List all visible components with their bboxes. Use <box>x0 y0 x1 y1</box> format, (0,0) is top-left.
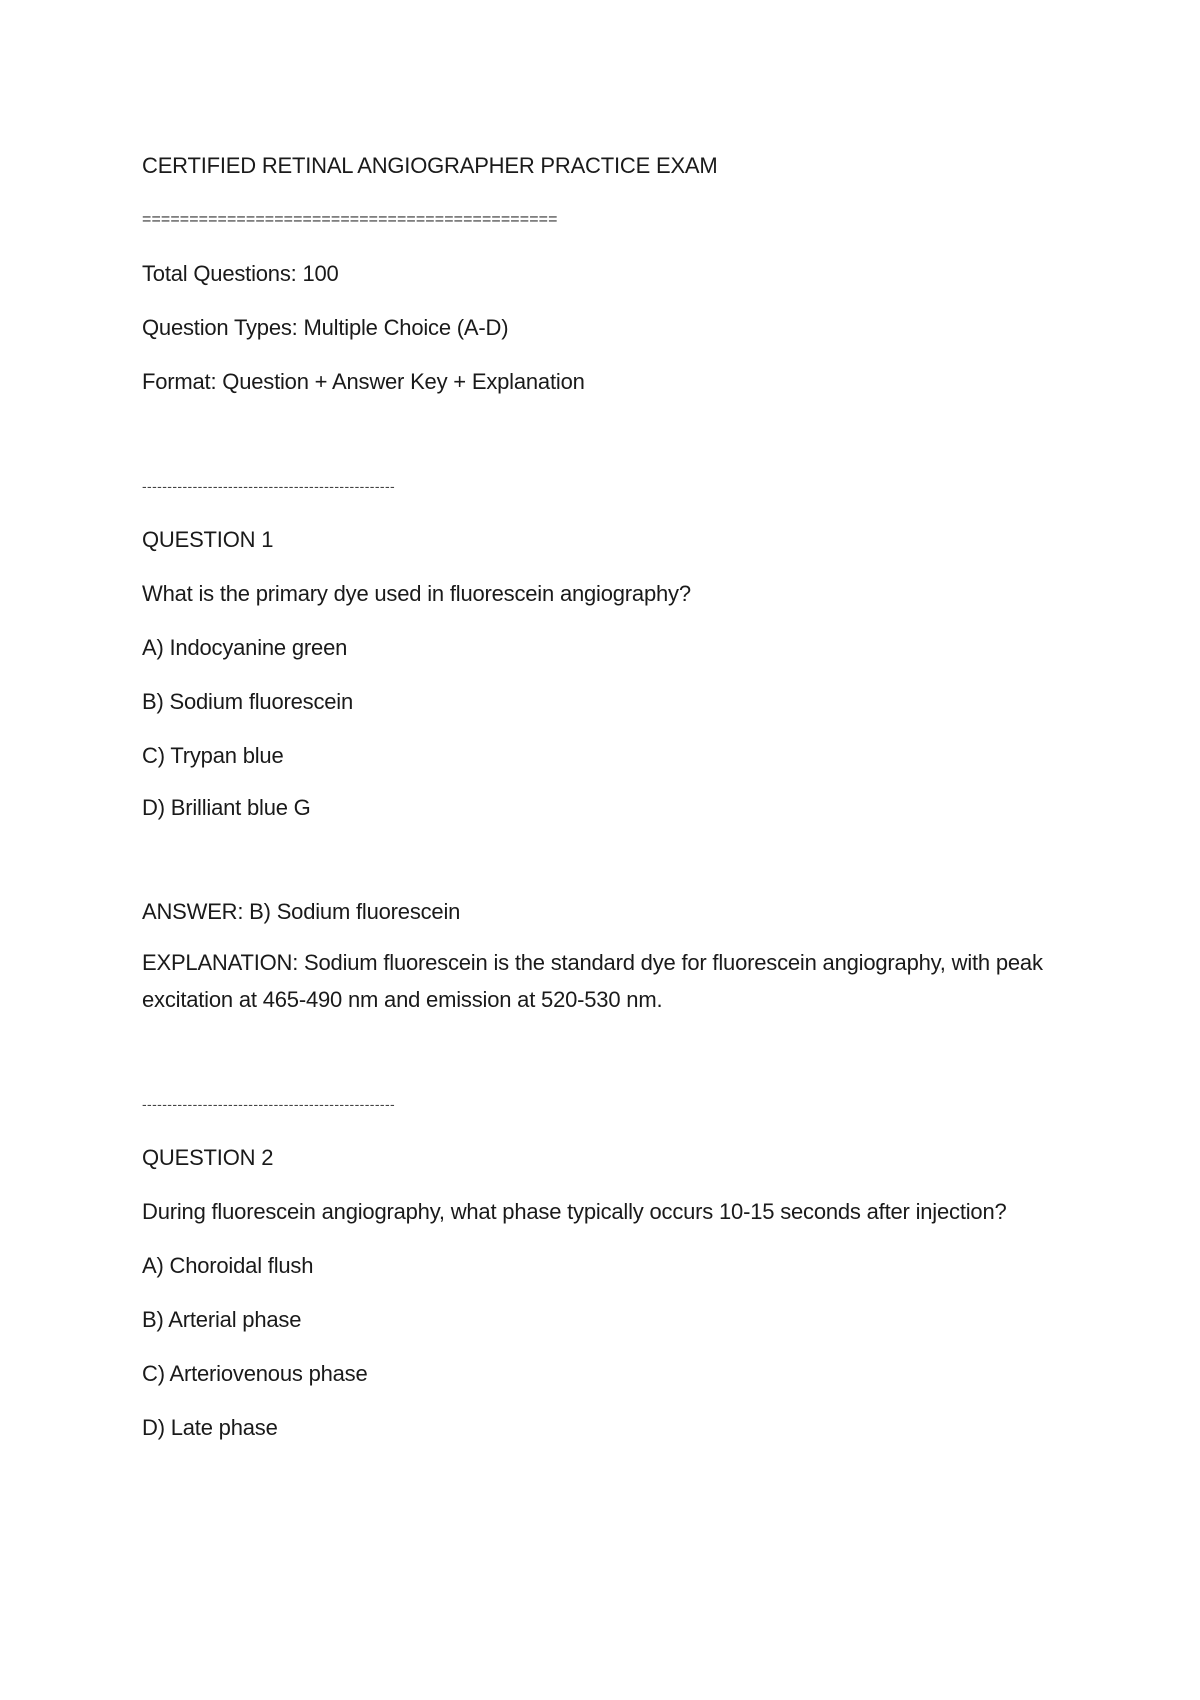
option-c: C) Trypan blue <box>142 743 284 768</box>
option-c: C) Arteriovenous phase <box>142 1361 368 1386</box>
question-text: During fluorescein angiography, what phase typically occurs 10-15 seconds after injection? <box>142 1199 1007 1224</box>
answer-line: ANSWER: B) Sodium fluorescein <box>142 899 461 924</box>
format-line: Format: Question + Answer Key + Explanation <box>142 369 585 394</box>
separator-2: -------------------------------------------------- <box>142 1096 396 1112</box>
separator-1: -------------------------------------------------- <box>142 478 396 494</box>
document-title: CERTIFIED RETINAL ANGIOGRAPHER PRACTICE EXAM <box>142 153 718 178</box>
document-body <box>142 152 1082 1442</box>
option-d: D) Brilliant blue G <box>142 795 311 820</box>
question-text: What is the primary dye used in fluorescein angiography? <box>142 581 691 606</box>
option-a: A) Choroidal flush <box>142 1253 314 1278</box>
option-b: B) Sodium fluorescein <box>142 689 354 714</box>
title-rule: ============================================ <box>142 211 558 228</box>
option-a: A) Indocyanine green <box>142 635 348 660</box>
option-d: D) Late phase <box>142 1415 278 1440</box>
total-questions: Total Questions: 100 <box>142 261 339 286</box>
question-1 <box>142 526 1082 1018</box>
question-2 <box>142 1144 1082 1442</box>
question-heading: QUESTION 2 <box>142 1145 274 1170</box>
question-heading: QUESTION 1 <box>142 527 274 552</box>
explanation-text: EXPLANATION: Sodium fluorescein is the standard dye for fluorescein angiography, with peak excitation at 465-490 nm and emission at 520-530 nm. <box>142 950 1043 1012</box>
question-types: Question Types: Multiple Choice (A-D) <box>142 315 509 340</box>
option-b: B) Arterial phase <box>142 1307 302 1332</box>
